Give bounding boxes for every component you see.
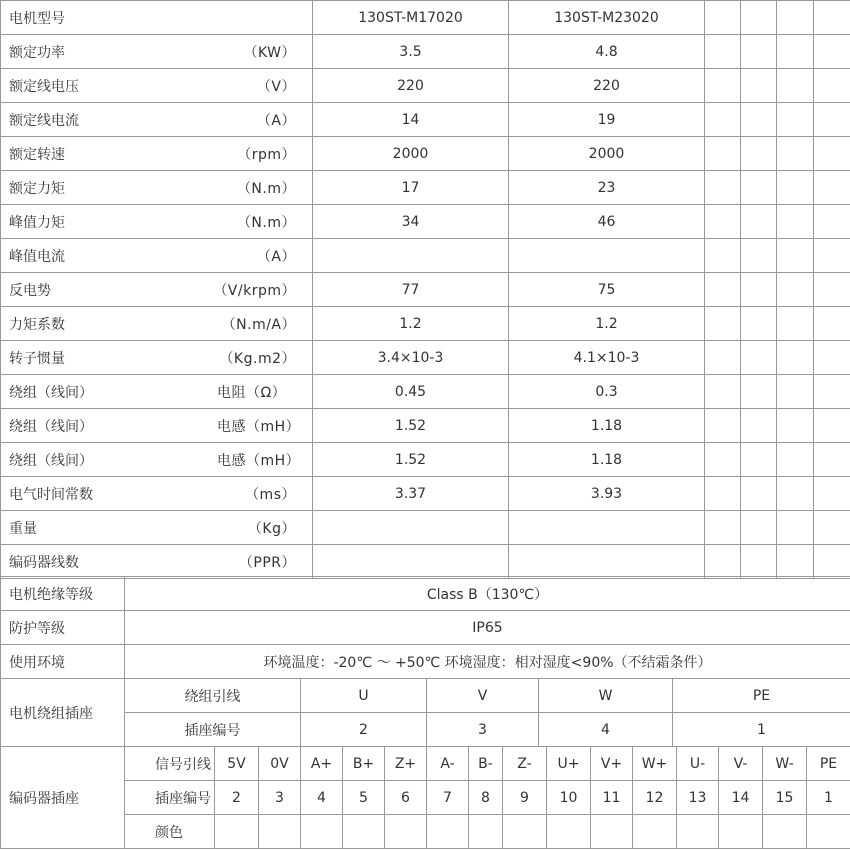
empty-cell [741,545,777,579]
empty-cell [741,239,777,273]
encoder-connector-label: 编码器插座 [1,747,125,849]
empty-cell [741,69,777,103]
spec-value-b: 46 [509,205,705,239]
winding-pin-label: 插座编号 [125,713,301,747]
spec-unit: （Kg） [247,520,296,537]
spec-name-cell [1,545,313,579]
spec-name: 额定转速 [9,146,65,163]
spec-value-a: 0.45 [313,375,509,409]
empty-cell [814,545,850,579]
empty-cell [705,511,741,545]
insulation-value: Class B（130℃） [125,577,850,611]
encoder-color [503,815,547,849]
spec-value-b: 75 [509,273,705,307]
encoder-color-row [1,815,850,849]
spec-unit: （ms） [245,486,296,503]
empty-cell [705,205,741,239]
empty-cell [777,205,814,239]
spec-value-b: 4.1×10-3 [509,341,705,375]
spec-value-a: 17 [313,171,509,205]
encoder-color [427,815,469,849]
empty-cell [777,273,814,307]
empty-cell [814,307,850,341]
encoder-color [343,815,385,849]
spec-header-row [1,1,850,35]
encoder-signal: W+ [633,747,677,781]
spec-name-cell [1,477,313,511]
winding-lead: V [427,679,539,713]
encoder-signal: A+ [301,747,343,781]
encoder-signal: 5V [215,747,259,781]
encoder-signal: PE [807,747,850,781]
winding-lead: PE [673,679,850,713]
encoder-signal-row [1,747,850,781]
empty-cell [777,69,814,103]
spec-name-cell [1,103,313,137]
spec-name-cell [1,273,313,307]
spec-name: 峰值电流 [9,248,65,265]
empty-cell [814,69,850,103]
model-label-cell [1,1,313,35]
empty-cell [741,103,777,137]
empty-cell [814,273,850,307]
encoder-color [259,815,301,849]
encoder-signal: B+ [343,747,385,781]
spec-name: 峰值力矩 [9,214,65,231]
spec-name: 绕组（线间） [9,418,93,435]
insulation-row [1,577,850,611]
spec-name: 转子惯量 [9,350,65,367]
encoder-color [215,815,259,849]
winding-lead: W [539,679,673,713]
spec-value-a [313,545,509,579]
spec-name-cell [1,409,313,443]
empty-cell [705,171,741,205]
empty-cell [814,239,850,273]
empty-cell [741,1,777,35]
empty-cell [814,137,850,171]
winding-pin: 2 [301,713,427,747]
empty-cell [705,341,741,375]
encoder-pin: 5 [343,781,385,815]
spec-unit: （Kg.m2） [219,350,296,367]
spec-name: 额定力矩 [9,180,65,197]
encoder-pin: 6 [385,781,427,815]
spec-row [1,409,850,443]
environment-label: 使用环境 [1,645,125,679]
spec-value-b: 0.3 [509,375,705,409]
spec-row [1,511,850,545]
environment-table [0,576,850,679]
encoder-signal: Z+ [385,747,427,781]
encoder-pin: 8 [469,781,503,815]
empty-cell [777,239,814,273]
encoder-signal: U+ [547,747,591,781]
spec-value-b: 23 [509,171,705,205]
spec-value-b: 19 [509,103,705,137]
winding-connector-table [0,678,850,747]
spec-value-a: 77 [313,273,509,307]
empty-cell [741,409,777,443]
empty-cell [741,35,777,69]
spec-name: 额定功率 [9,44,65,61]
empty-cell [705,137,741,171]
empty-cell [777,511,814,545]
spec-name: 力矩系数 [9,316,65,333]
encoder-pin-label: 插座编号 [125,781,215,815]
spec-name-cell [1,239,313,273]
spec-value-a: 1.52 [313,443,509,477]
spec-name: 绕组（线间） [9,384,93,401]
spec-value-b: 1.2 [509,307,705,341]
encoder-signal: Z- [503,747,547,781]
empty-cell [777,35,814,69]
encoder-color [547,815,591,849]
spec-value-b: 220 [509,69,705,103]
spec-unit: （V） [256,78,296,95]
spec-name: 额定线电压 [9,78,79,95]
winding-lead-label: 绕组引线 [125,679,301,713]
spec-value-b: 2000 [509,137,705,171]
spec-row [1,341,850,375]
empty-cell [705,375,741,409]
spec-name: 重量 [9,520,37,537]
insulation-label: 电机绝缘等级 [1,577,125,611]
spec-name-cell [1,35,313,69]
spec-name: 反电势 [9,282,51,299]
empty-cell [777,477,814,511]
spec-row [1,239,850,273]
spec-value-a: 3.5 [313,35,509,69]
winding-pin: 3 [427,713,539,747]
empty-cell [777,137,814,171]
spec-value-b [509,545,705,579]
spec-name-cell [1,137,313,171]
spec-name-cell [1,307,313,341]
encoder-color [591,815,633,849]
winding-pin: 4 [539,713,673,747]
spec-name-cell [1,69,313,103]
empty-cell [705,477,741,511]
spec-value-a: 1.52 [313,409,509,443]
spec-value-b: 1.18 [509,443,705,477]
empty-cell [814,1,850,35]
spec-value-a: 1.2 [313,307,509,341]
empty-cell [777,443,814,477]
spec-unit: 电感（mH） [217,418,301,435]
spec-name: 绕组（线间） [9,452,93,469]
empty-cell [814,477,850,511]
encoder-color [763,815,807,849]
empty-cell [814,443,850,477]
spec-name-cell [1,511,313,545]
winding-connector-label: 电机绕组插座 [1,679,125,747]
spec-row [1,171,850,205]
winding-pin: 1 [673,713,850,747]
empty-cell [741,137,777,171]
empty-cell [777,341,814,375]
spec-value-a [313,239,509,273]
empty-cell [814,511,850,545]
spec-name-cell [1,375,313,409]
encoder-pin: 10 [547,781,591,815]
encoder-connector-table [0,746,850,849]
spec-unit: （rpm） [237,146,296,163]
encoder-color [633,815,677,849]
empty-cell [705,545,741,579]
empty-cell [741,341,777,375]
spec-name: 电气时间常数 [9,486,93,503]
spec-row [1,205,850,239]
encoder-signal: V+ [591,747,633,781]
spec-value-b [509,511,705,545]
spec-name-cell [1,443,313,477]
spec-unit: （A） [256,112,296,129]
empty-cell [777,375,814,409]
spec-unit: 电阻（Ω） [217,384,287,401]
spec-value-a: 3.37 [313,477,509,511]
empty-cell [741,205,777,239]
spec-row [1,35,850,69]
encoder-signal: A- [427,747,469,781]
model-a: 130ST-M17020 [313,1,509,35]
empty-cell [741,511,777,545]
spec-value-b: 1.18 [509,409,705,443]
spec-unit: （A） [256,248,296,265]
spec-row [1,103,850,137]
spec-value-a: 3.4×10-3 [313,341,509,375]
empty-cell [741,477,777,511]
spec-unit: （N.m） [236,214,296,231]
spec-value-a: 34 [313,205,509,239]
model-label: 电机型号 [9,10,65,27]
empty-cell [705,69,741,103]
winding-pin-row [1,713,850,747]
encoder-signal: V- [719,747,763,781]
empty-cell [777,307,814,341]
empty-cell [705,103,741,137]
encoder-color [301,815,343,849]
spec-row [1,375,850,409]
spec-row [1,477,850,511]
spec-name-cell [1,341,313,375]
encoder-pin: 9 [503,781,547,815]
empty-cell [814,205,850,239]
spec-unit: （KW） [243,44,296,61]
spec-row [1,443,850,477]
spec-row [1,137,850,171]
encoder-color [677,815,719,849]
spec-row [1,307,850,341]
empty-cell [777,409,814,443]
spec-unit: （N.m） [236,180,296,197]
empty-cell [814,409,850,443]
spec-name: 额定线电流 [9,112,79,129]
model-b: 130ST-M23020 [509,1,705,35]
spec-row [1,545,850,579]
empty-cell [705,273,741,307]
encoder-color-label: 颜色 [125,815,215,849]
spec-row [1,69,850,103]
spec-value-a: 220 [313,69,509,103]
empty-cell [814,341,850,375]
spec-value-b: 4.8 [509,35,705,69]
empty-cell [741,375,777,409]
empty-cell [777,103,814,137]
encoder-pin-row [1,781,850,815]
empty-cell [741,273,777,307]
spec-value-a: 14 [313,103,509,137]
empty-cell [705,409,741,443]
encoder-pin: 2 [215,781,259,815]
encoder-pin: 13 [677,781,719,815]
protection-row [1,611,850,645]
spec-name-cell [1,171,313,205]
encoder-color [385,815,427,849]
empty-cell [741,171,777,205]
spec-row [1,273,850,307]
spec-value-b: 3.93 [509,477,705,511]
empty-cell [814,375,850,409]
empty-cell [814,35,850,69]
environment-row [1,645,850,679]
encoder-color [807,815,850,849]
empty-cell [705,239,741,273]
spec-name: 编码器线数 [9,554,79,571]
empty-cell [777,171,814,205]
spec-value-a [313,511,509,545]
spec-value-b [509,239,705,273]
encoder-signal: W- [763,747,807,781]
encoder-pin: 11 [591,781,633,815]
encoder-signal-label: 信号引线 [125,747,215,781]
encoder-signal: U- [677,747,719,781]
spec-value-a: 2000 [313,137,509,171]
encoder-signal: 0V [259,747,301,781]
spec-unit: 电感（mH） [217,452,301,469]
spec-unit: （N.m/A） [221,316,296,333]
empty-cell [705,1,741,35]
encoder-pin: 3 [259,781,301,815]
encoder-signal: B- [469,747,503,781]
empty-cell [705,35,741,69]
spec-unit: （PPR） [238,554,296,571]
empty-cell [741,443,777,477]
encoder-pin: 15 [763,781,807,815]
encoder-color [469,815,503,849]
winding-lead: U [301,679,427,713]
encoder-pin: 12 [633,781,677,815]
encoder-color [719,815,763,849]
spec-unit: （V/krpm） [213,282,296,299]
encoder-pin: 4 [301,781,343,815]
empty-cell [777,1,814,35]
environment-value: 环境温度：-20℃ ～ +50℃ 环境湿度：相对湿度<90%（不结霜条件） [125,645,850,679]
winding-lead-row [1,679,850,713]
empty-cell [705,443,741,477]
protection-value: IP65 [125,611,850,645]
encoder-pin: 14 [719,781,763,815]
protection-label: 防护等级 [1,611,125,645]
encoder-pin: 7 [427,781,469,815]
encoder-pin: 1 [807,781,850,815]
empty-cell [777,545,814,579]
empty-cell [741,307,777,341]
empty-cell [705,307,741,341]
empty-cell [814,171,850,205]
spec-table-body [1,1,850,579]
empty-cell [814,103,850,137]
spec-name-cell [1,205,313,239]
